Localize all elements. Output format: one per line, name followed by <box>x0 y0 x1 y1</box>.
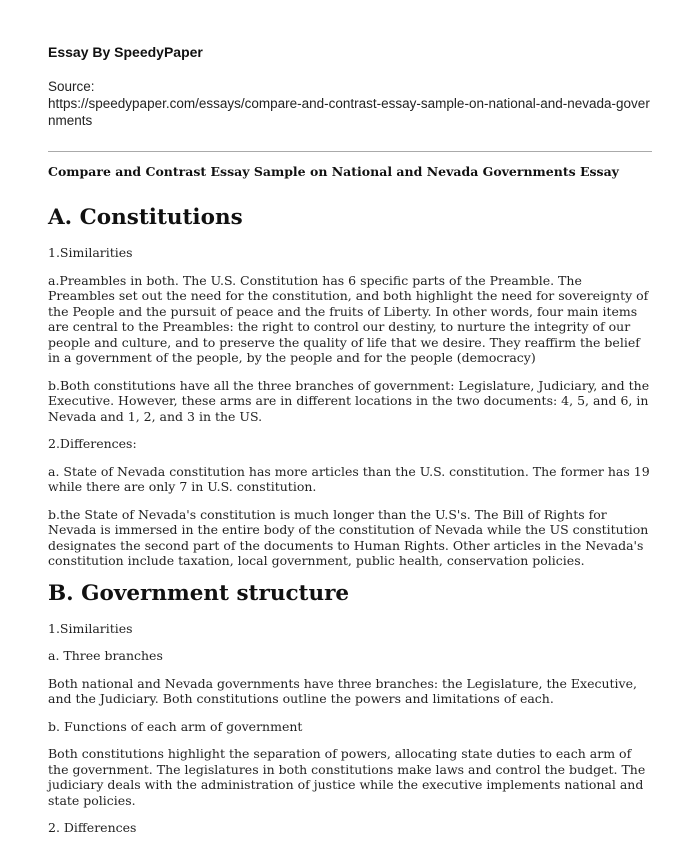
paragraph: b.the State of Nevada's constitution is much longer than the U.S's. The Bill of Rights for Nevada is immersed in the entire body of the constitution of Nevada while the US constitution designates the second part of the documents to Human Rights. Other articles in the Nevada's constitution include taxation, local government, public health, conservation policies. <box>48 506 649 568</box>
source-label: Source: <box>48 79 95 94</box>
source-url: https://speedypaper.com/essays/compare-and-contrast-essay-sample-on-national-and-nevada-governments <box>48 96 650 128</box>
paragraph: 1.Similarities <box>48 620 133 636</box>
section-heading: A. Constitutions <box>48 205 243 230</box>
paragraph: a. Three branches <box>48 648 163 663</box>
paragraph: 2. Differences <box>48 820 137 835</box>
paragraph: a. State of Nevada constitution has more articles than the U.S. constitution. The former has 19 while there are only 7 in U.S. constitution. <box>48 463 650 494</box>
paragraph: Both constitutions highlight the separation of powers, allocating state duties to each arm of the government. The legislatures in both constitutions make laws and control the budget. The judiciary deals with the administration of justice while the executive implements national and state policies. <box>48 746 646 808</box>
paragraph: 1.Similarities <box>48 245 133 260</box>
brand-line: Essay By SpeedyPaper <box>48 44 203 60</box>
section-government-structure <box>48 581 652 836</box>
document-title: Compare and Contrast Essay Sample on National and Nevada Governments Essay <box>48 164 619 179</box>
paragraph: b.Both constitutions have all the three branches of government: Legislature, Judiciary, and the Executive. However, these arms are in different locations in the two documents: 4, 5, and 6, in Nevada and 1, 2, and 3 in the US. <box>48 377 650 424</box>
section-heading: B. Government structure <box>48 580 350 606</box>
paragraph: Both national and Nevada governments have three branches: the Legislature, the Executive, and the Judiciary. Both constitutions outline the powers and limitations of each. <box>48 675 637 706</box>
header-divider <box>48 151 652 152</box>
paragraph: b. Functions of each arm of government <box>48 718 303 734</box>
section-constitutions <box>48 205 652 569</box>
paragraph: a.Preambles in both. The U.S. Constitution has 6 specific parts of the Preamble. The Preambles set out the need for the constitution, and both highlight the need for sovereignty of the People and the pursuit of peace and the fruits of Liberty. In other words, four main items are central to the Preambles: the right to control our destiny, to nurture the integrity of our people and culture, and to preserve the quality of life that we desire. They reaffirm the belief in a government of the people, by the people and for the people (democracy) <box>48 272 649 365</box>
source-block <box>48 78 652 129</box>
paragraph: 2.Differences: <box>48 436 137 451</box>
